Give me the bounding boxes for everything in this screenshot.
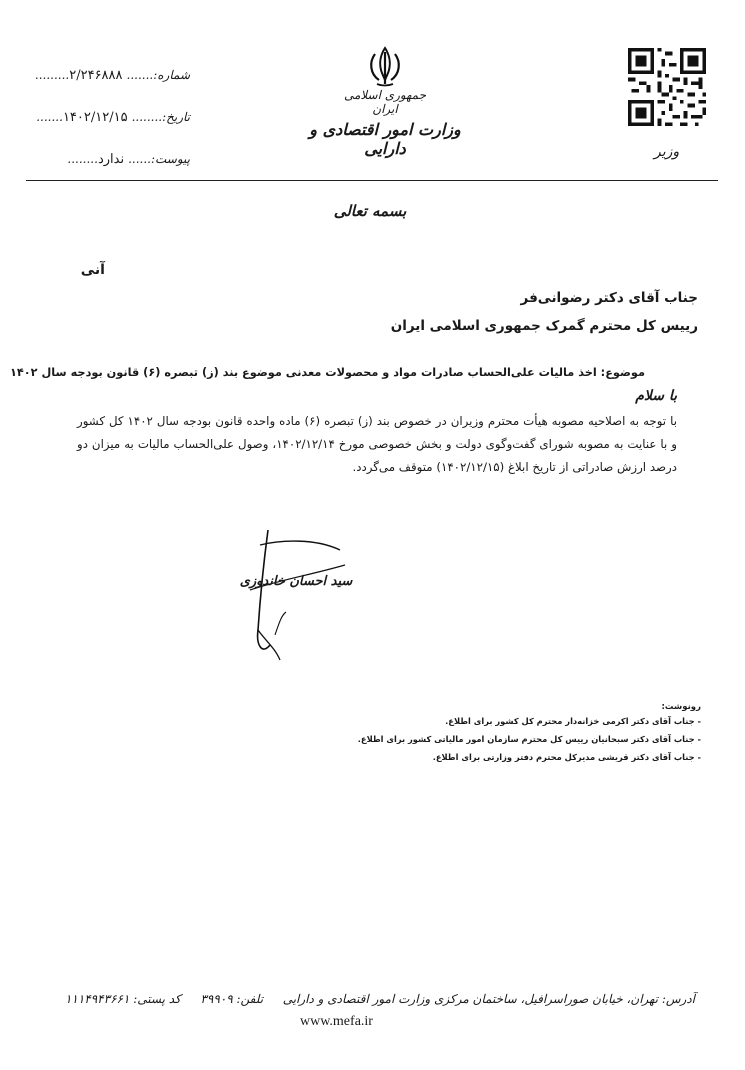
bismillah: بسمه تعالی <box>333 202 407 220</box>
letter-subject: موضوع: اخذ مالیات علی‌الحساب صادرات مواد و محصولات معدنی موضوع بند (ز) تبصره (۶) قانون بودجه سال ۱۴۰۲ <box>9 366 645 379</box>
footer-address: آدرس: تهران، خیابان صوراسرافیل، ساختمان مرکزی وزارت امور اقتصادی و دارایی <box>282 992 695 1006</box>
letter-attachment-label: پیوست: <box>150 152 190 166</box>
letter-attachment-value: ندارد <box>97 152 125 167</box>
footer-phone: تلفن: ۳۹۹۰۹ <box>200 992 264 1006</box>
salutation: با سلام <box>635 388 677 404</box>
footer-postal-code: کد پستی: ۱۱۱۴۹۴۳۶۶۱ <box>64 992 181 1006</box>
cc-item: - جناب آقای دکتر قریشی مدیرکل محترم دفتر وزارتی برای اطلاع. <box>432 752 701 762</box>
minister-label: وزیر <box>654 144 680 160</box>
letter-body: با توجه به اصلاحیه مصوبه هیأت محترم وزیران در خصوص بند (ز) تبصره (۶) ماده واحده قانون بودجه سال ۱۴۰۲ کل کشور و با عنایت به مصوبه شورای گفت‌وگوی دولت و بخش خصوصی مورخ ۱۴۰۲/۱۲/۱۴، وصول علی‌الحساب مالیات به میزان دو درصد ارزش صادراتی از تاریخ ابلاغ (۱۴۰۲/۱۲/۱۵) متوقف می‌گردد. <box>77 414 677 474</box>
letter-date: تاریخ:........۱۴۰۲/۱۲/۱۵....... <box>36 110 190 125</box>
cc-item: - جناب آقای دکتر سبحانیان رییس کل محترم سازمان امور مالیاتی کشور برای اطلاع. <box>357 734 701 744</box>
cc-item: - جناب آقای دکتر اکرمی خزانه‌دار محترم کل کشور برای اطلاع. <box>445 716 701 726</box>
iran-emblem-icon <box>365 44 405 88</box>
ministry-title: وزارت امور اقتصادی و دارایی <box>309 120 461 158</box>
header-divider <box>26 180 718 181</box>
letter-date-label: تاریخ: <box>162 110 190 124</box>
letter-number-label: شماره: <box>153 68 190 82</box>
recipient-title: رییس کل محترم گمرک جمهوری اسلامی ایران <box>390 318 698 334</box>
letter-number-value: ۲/۲۴۶۸۸۸ <box>69 68 123 83</box>
footer-website: www.mefa.ir <box>300 1014 373 1029</box>
letter-attachment: پیوست:......ندارد........ <box>67 152 190 167</box>
urgency-label: آنی <box>80 262 105 278</box>
qr-code-icon <box>628 48 706 126</box>
cc-title: رونوشت: <box>661 702 701 712</box>
republic-title: جمهوری اسلامی ایران <box>343 88 427 116</box>
letter-number: شماره:.......۲/۲۴۶۸۸۸......... <box>34 68 190 83</box>
letter-date-value: ۱۴۰۲/۱۲/۱۵ <box>62 110 128 125</box>
footer-contact <box>65 992 695 1006</box>
recipient-name: جناب آقای دکتر رضوانی‌فر <box>520 290 698 306</box>
signature-icon <box>220 520 360 670</box>
signer-name: سید احسان خاندوزی <box>239 574 353 589</box>
